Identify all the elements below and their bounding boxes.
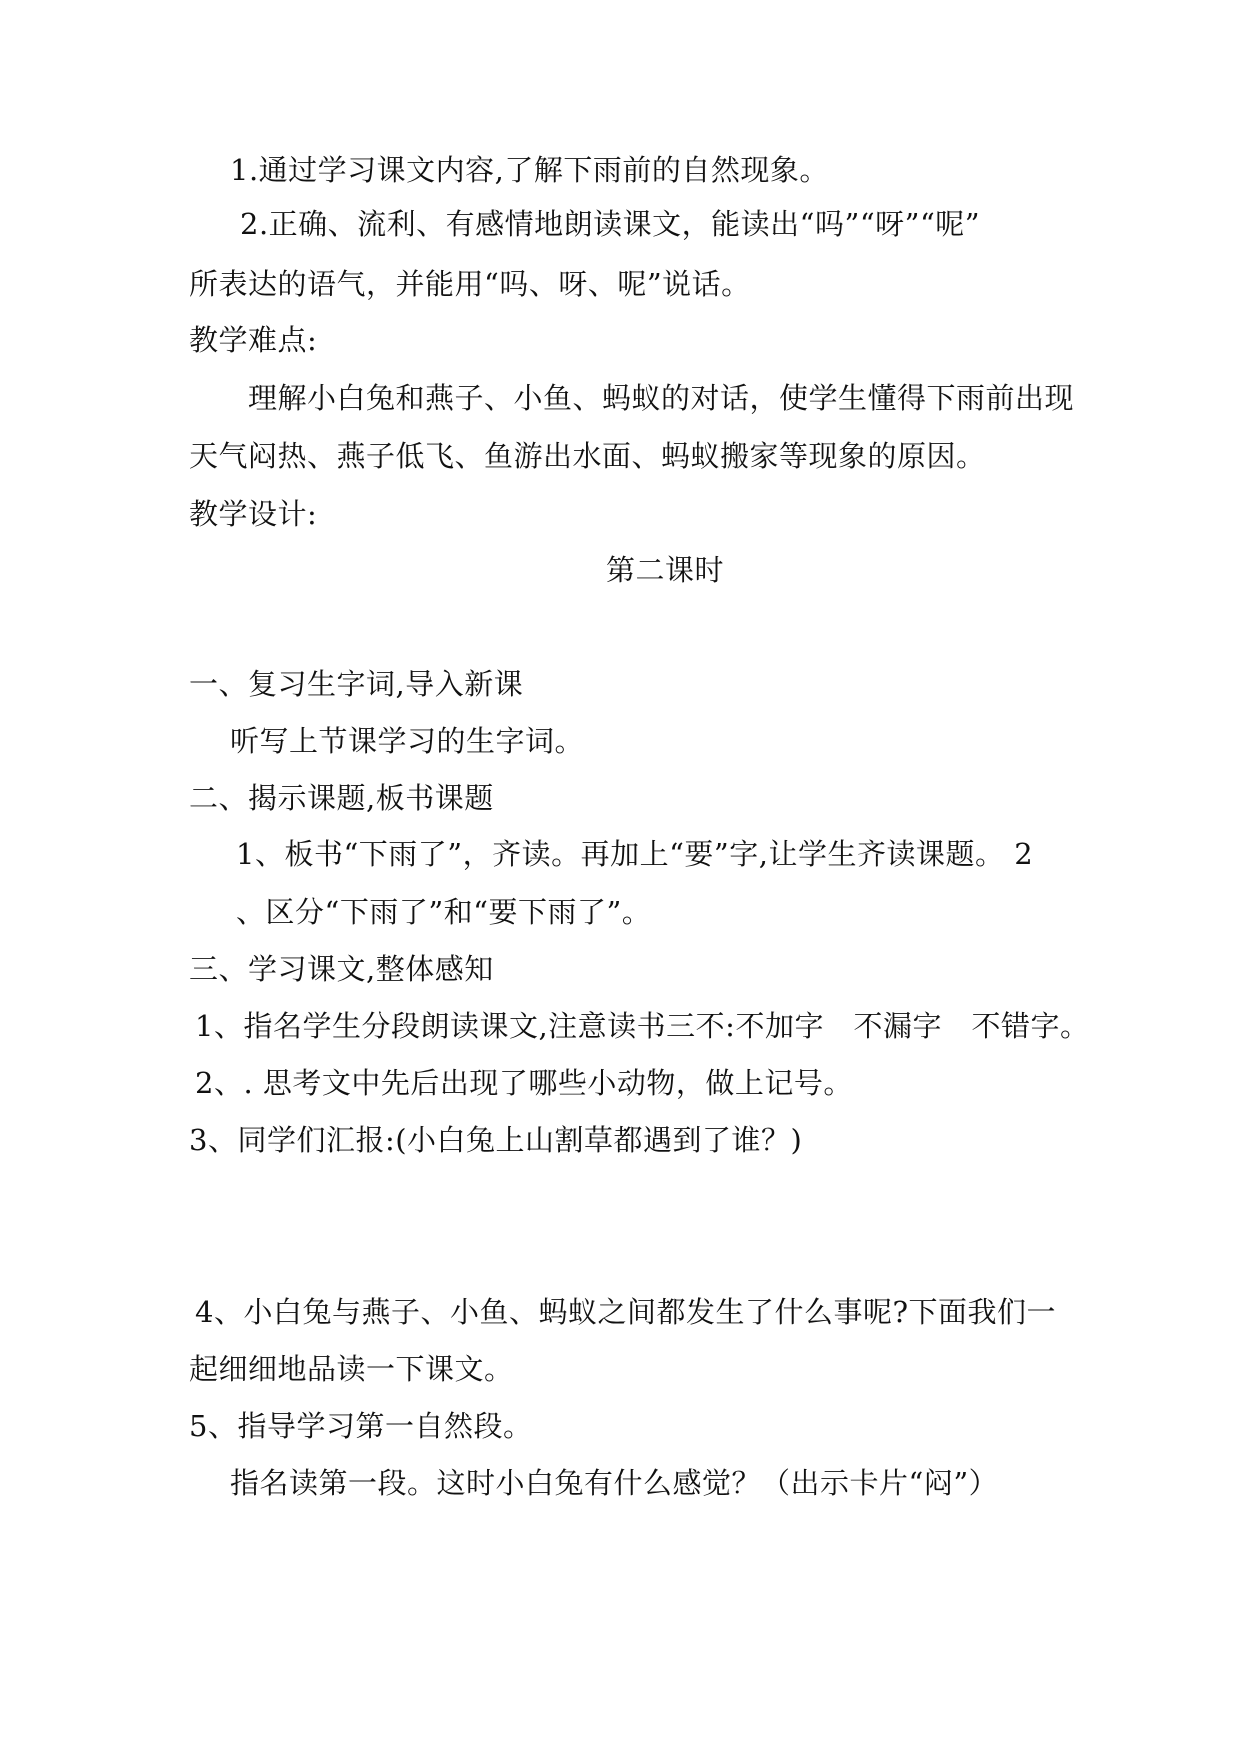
lesson-title: 第二课时: [606, 553, 725, 587]
objective-2: 2.正确、流利、有感情地朗读课文，能读出“吗”“呀”“呢”: [240, 207, 981, 241]
part-2-item-1: 1、板书“下雨了”，齐读。再加上“要”字,让学生齐读课题。 2: [236, 837, 1034, 871]
section-heading-design: 教学设计:: [189, 497, 318, 531]
part-3-item-2: 2、. 思考文中先后出现了哪些小动物，做上记号。: [195, 1066, 853, 1100]
part-2-item-2: 、区分“下雨了”和“要下雨了”。: [236, 895, 652, 929]
part-1-text: 听写上节课学习的生字词。: [230, 724, 585, 758]
difficulty-text: 理解小白兔和燕子、小鱼、蚂蚁的对话，使学生懂得下雨前出现: [248, 381, 1075, 415]
part-3-item-5: 5、指导学习第一自然段。: [189, 1409, 533, 1443]
part-3-item-4: 4、小白兔与燕子、小鱼、蚂蚁之间都发生了什么事呢?下面我们一: [195, 1295, 1056, 1329]
part-2-heading: 二、揭示课题,板书课题: [189, 781, 494, 815]
section-heading-difficulty: 教学难点:: [189, 323, 318, 357]
part-3-heading: 三、学习课文,整体感知: [189, 952, 494, 986]
part-1-heading: 一、复习生字词,导入新课: [189, 667, 524, 701]
part-3-item-3: 3、同学们汇报:(小白兔上山割草都遇到了谁？): [189, 1123, 803, 1157]
difficulty-text-continued: 天气闷热、燕子低飞、鱼游出水面、蚂蚁搬家等现象的原因。: [189, 439, 986, 473]
objective-1: 1.通过学习课文内容,了解下雨前的自然现象。: [230, 153, 829, 187]
part-3-item-5-text: 指名读第一段。这时小白兔有什么感觉？（出示卡片“闷”）: [230, 1466, 999, 1500]
part-3-item-1: 1、指名学生分段朗读课文,注意读书三不:不加字 不漏字 不错字。: [195, 1009, 1090, 1043]
objective-2-continued: 所表达的语气，并能用“吗、呀、呢”说话。: [189, 267, 751, 301]
part-3-item-4-continued: 起细细地品读一下课文。: [189, 1352, 514, 1386]
